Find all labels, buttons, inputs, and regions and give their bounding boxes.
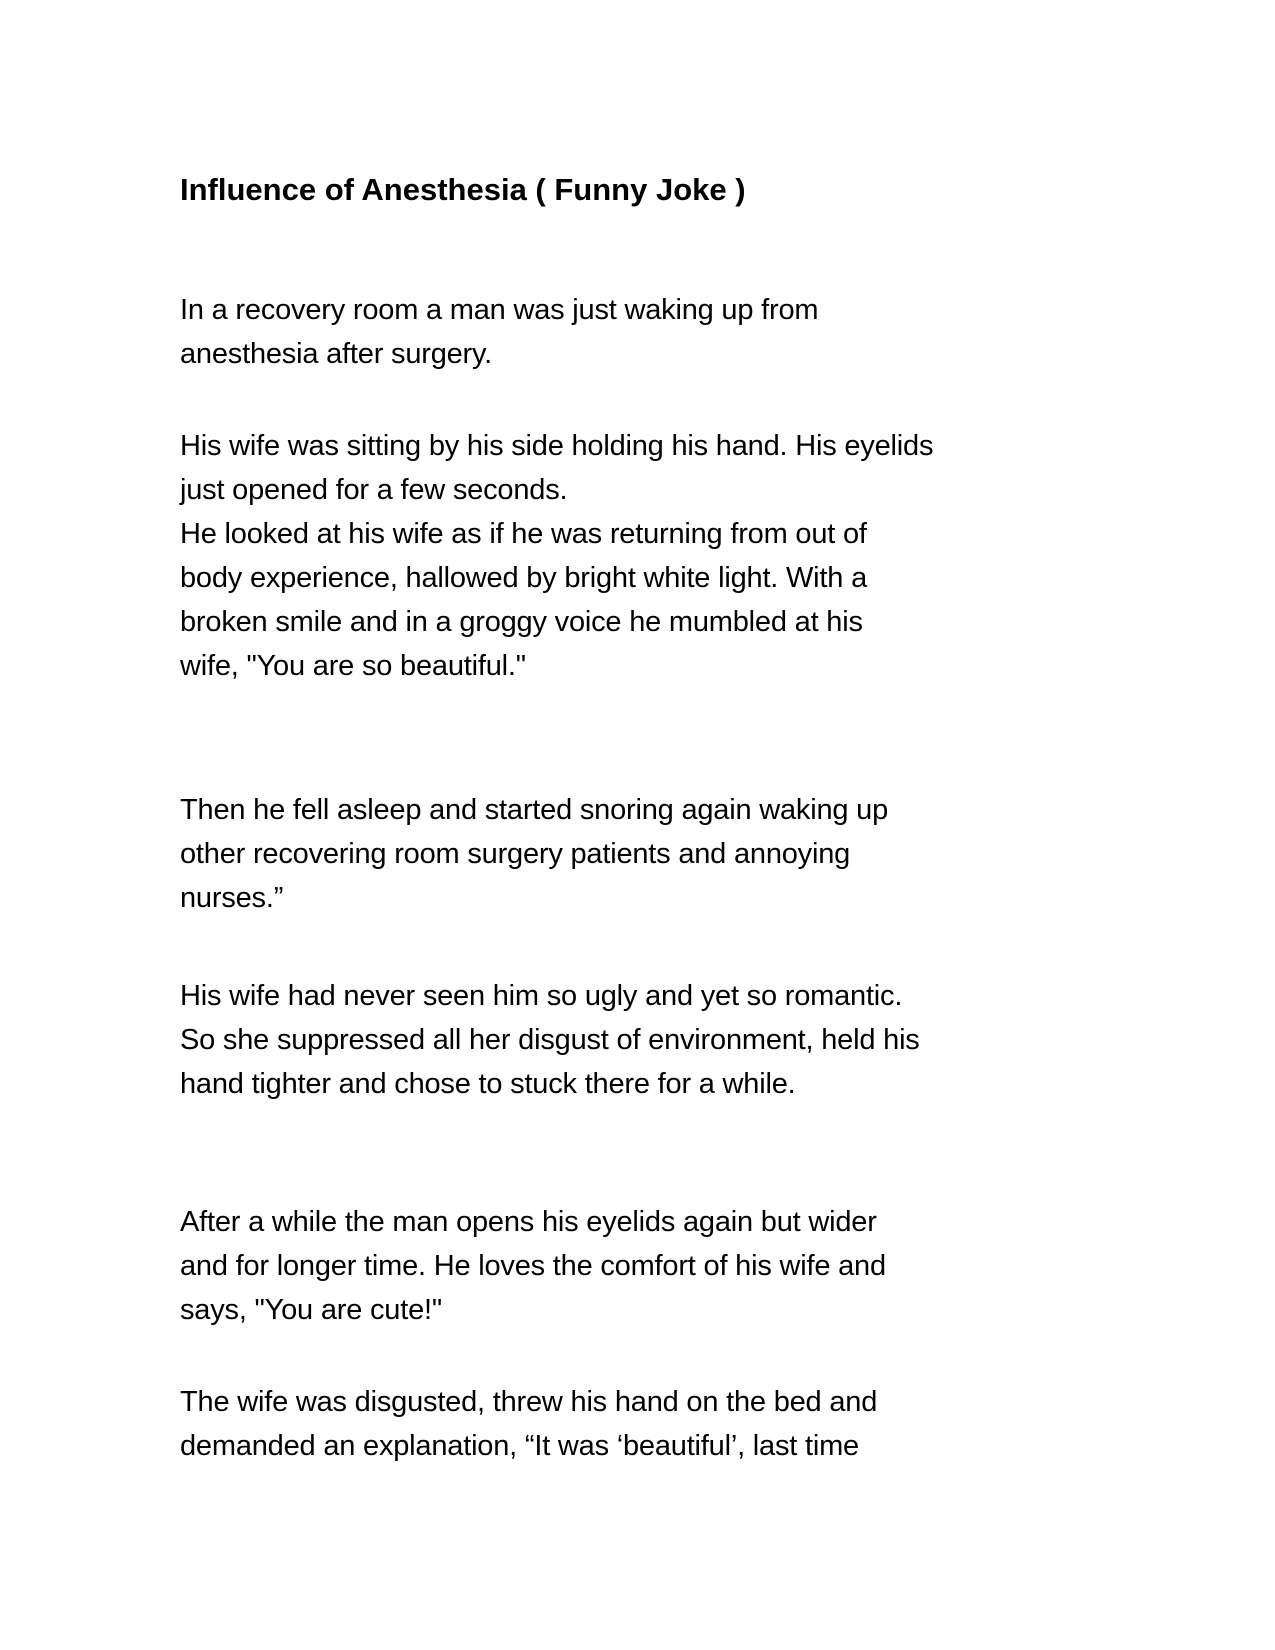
text-line: anesthesia after surgery. <box>180 338 493 370</box>
text-line: He looked at his wife as if he was returning from out of <box>180 518 867 550</box>
text-line: just opened for a few seconds. <box>180 474 568 506</box>
text-line: So she suppressed all her disgust of environment, held his <box>180 1024 920 1056</box>
text-line: Then he fell asleep and started snoring again waking up <box>180 794 889 826</box>
text-line: nurses.” <box>180 882 284 914</box>
paragraph <box>180 974 1155 1106</box>
text-line: The wife was disgusted, threw his hand on the bed and <box>180 1386 878 1418</box>
text-line: says, "You are cute!" <box>180 1294 442 1326</box>
document-title: Influence of Anesthesia ( Funny Joke ) <box>180 172 746 207</box>
text-line: demanded an explanation, “It was ‘beautiful’, last time <box>180 1430 859 1462</box>
paragraph <box>180 424 1155 688</box>
paragraph <box>180 1380 1155 1468</box>
text-line: and for longer time. He loves the comfort of his wife and <box>180 1250 886 1282</box>
text-line: wife, "You are so beautiful." <box>180 650 526 682</box>
text-line: His wife was sitting by his side holding his hand. His eyelids <box>180 430 934 462</box>
text-line: His wife had never seen him so ugly and yet so romantic. <box>180 980 903 1012</box>
text-line: In a recovery room a man was just waking up from <box>180 294 819 326</box>
paragraph <box>180 288 1155 376</box>
paragraph <box>180 1200 1155 1332</box>
text-line: After a while the man opens his eyelids again but wider <box>180 1206 877 1238</box>
paragraph <box>180 788 1155 920</box>
text-line: body experience, hallowed by bright white light. With a <box>180 562 867 594</box>
document-body <box>180 288 1155 1468</box>
text-line: other recovering room surgery patients and annoying <box>180 838 851 870</box>
text-line: broken smile and in a groggy voice he mumbled at his <box>180 606 863 638</box>
text-line: hand tighter and chose to stuck there for a while. <box>180 1068 796 1100</box>
